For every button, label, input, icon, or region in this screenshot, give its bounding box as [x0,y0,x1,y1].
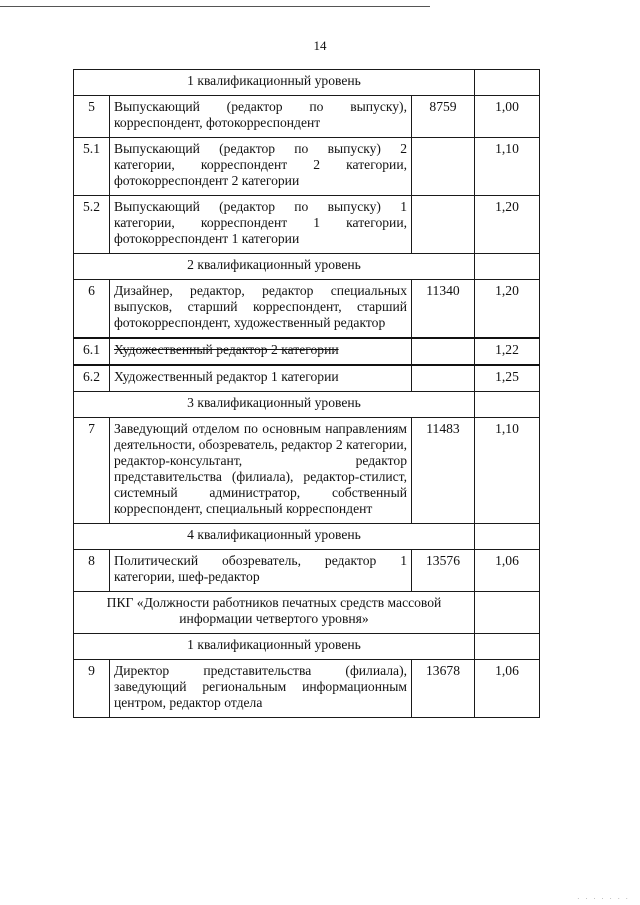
level-heading: 1 квалификационный уровень [74,634,475,660]
position-description: Выпускающий (редактор по выпуску) 1 категории, корреспондент 1 категории, фотокорреспондент 1 категории [110,196,412,254]
page-number: 14 [313,38,327,53]
level-heading-row [74,634,540,660]
level-heading: 2 квалификационный уровень [74,254,475,280]
position-description: Художественный редактор 2 категории [110,338,412,365]
scan-artifact: · · · · · · · [577,895,630,903]
position-description: Выпускающий (редактор по выпуску) 2 категории, корреспондент 2 категории, фотокорреспондент 2 категории [110,138,412,196]
salary-value [412,138,475,196]
table-row [74,660,540,718]
coefficient-value: 1,20 [475,280,540,339]
row-number: 5.2 [74,196,110,254]
row-number: 5.1 [74,138,110,196]
coefficient-value: 1,22 [475,338,540,365]
table-row [74,418,540,524]
salary-value: 13576 [412,550,475,592]
level-heading-row [74,392,540,418]
salary-table [73,69,540,718]
salary-value: 13678 [412,660,475,718]
row-number: 6 [74,280,110,339]
position-description: Выпускающий (редактор по выпуску), корреспондент, фотокорреспондент [110,96,412,138]
row-number: 6.2 [74,365,110,392]
table-row [74,196,540,254]
table-row [74,138,540,196]
table-row [74,280,540,339]
position-description: Дизайнер, редактор, редактор специальных выпусков, старший корреспондент, старший фотокорреспондент, художественный редактор [110,280,412,339]
coefficient-value: 1,10 [475,418,540,524]
table-row [74,96,540,138]
row-number: 9 [74,660,110,718]
salary-value [412,338,475,365]
coefficient-value: 1,20 [475,196,540,254]
table-row [74,338,540,365]
top-rule [0,6,430,7]
coefficient-value: 1,06 [475,660,540,718]
level-heading-row [74,524,540,550]
salary-value: 8759 [412,96,475,138]
position-description: Политический обозреватель, редактор 1 категории, шеф-редактор [110,550,412,592]
level-heading-row [74,254,540,280]
salary-value: 11340 [412,280,475,339]
salary-value [412,365,475,392]
salary-value: 11483 [412,418,475,524]
level-heading: 3 квалификационный уровень [74,392,475,418]
group-heading: ПКГ «Должности работников печатных средств массовой информации четвертого уровня» [74,592,475,634]
table-row [74,365,540,392]
level-heading: 4 квалификационный уровень [74,524,475,550]
row-number: 7 [74,418,110,524]
row-number: 6.1 [74,338,110,365]
salary-value [412,196,475,254]
table-row [74,550,540,592]
level-heading-row [74,70,540,96]
position-description: Художественный редактор 1 категории [110,365,412,392]
group-heading-row [74,592,540,634]
coefficient-value: 1,10 [475,138,540,196]
coefficient-value: 1,00 [475,96,540,138]
coefficient-value: 1,06 [475,550,540,592]
position-description: Директор представительства (филиала), заведующий региональным информационным центром, редактор отдела [110,660,412,718]
row-number: 8 [74,550,110,592]
level-heading: 1 квалификационный уровень [74,70,475,96]
position-description: Заведующий отделом по основным направлениям деятельности, обозреватель, редактор 2 категории, редактор-консультант, редактор представительства (филиала), редактор-стилист, системный администратор, собственный корреспондент, специальный корреспондент [110,418,412,524]
coefficient-value: 1,25 [475,365,540,392]
row-number: 5 [74,96,110,138]
